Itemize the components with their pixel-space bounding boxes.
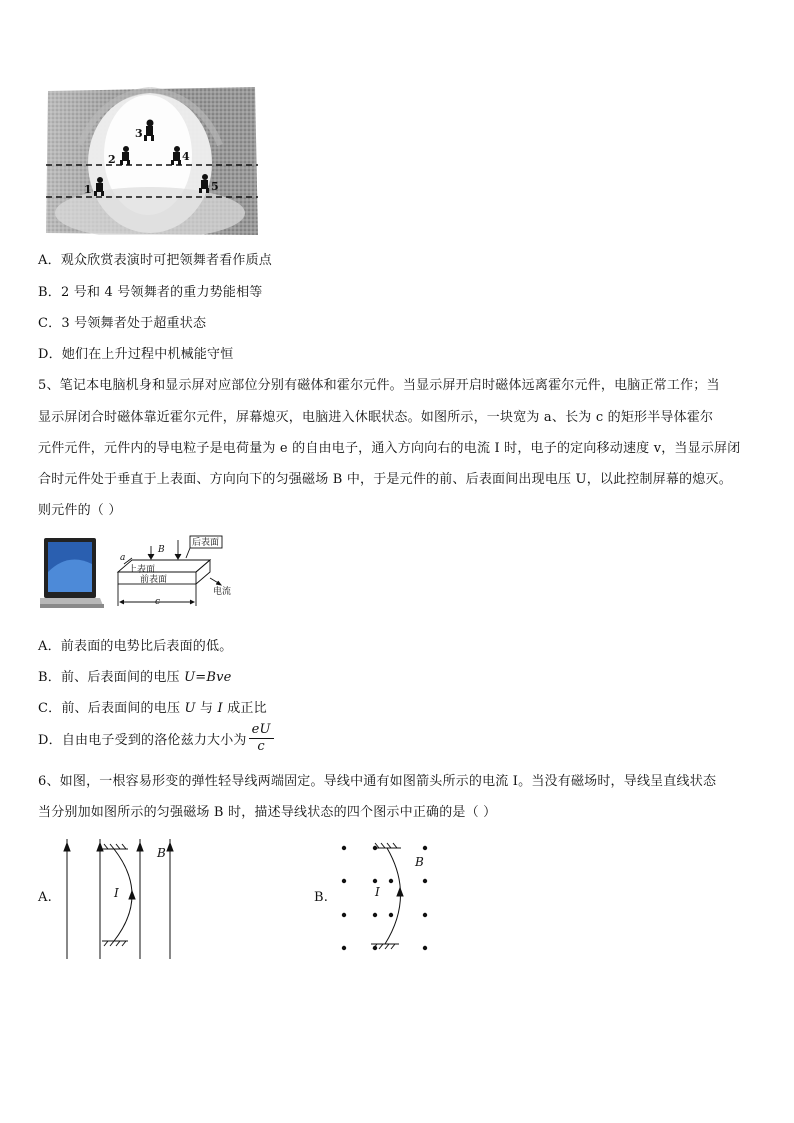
svg-text:1: 1 — [84, 183, 92, 196]
q4-option-a: A．观众欣赏表演时可把领舞者看作质点 — [38, 253, 272, 268]
q5-option-b: B．前、后表面间的电压 U=Bve — [38, 670, 232, 685]
svg-text:a: a — [120, 553, 126, 563]
svg-text:前表面: 前表面 — [140, 575, 168, 585]
q5-option-d: D．自由电子受到的洛伦兹力大小为 $\frac{eU}{c}$ — [38, 722, 274, 755]
laptop-icon — [40, 538, 104, 608]
q6-figure-b — [335, 838, 445, 958]
q4-option-d: D．她们在上升过程中机械能守恒 — [38, 347, 234, 362]
svg-text:c: c — [155, 597, 161, 607]
q5-option-a: A．前表面的电势比后表面的低。 — [38, 639, 233, 654]
svg-text:上表面: 上表面 — [128, 565, 156, 575]
q6-option-a-label: A. — [38, 890, 52, 905]
q5-stem-line-2: 显示屏闭合时磁体靠近霍尔元件，屏幕熄灭，电脑进入休眠状态。如图所示，一块宽为 a、长为 c 的矩形半导体霍尔 — [38, 410, 714, 425]
svg-text:B: B — [157, 846, 166, 860]
q4-option-b: B．2 号和 4 号领舞者的重力势能相等 — [38, 285, 263, 300]
q5-stem-line-1: 5、笔记本电脑机身和显示屏对应部位分别有磁体和霍尔元件。当显示屏开启时磁体远离霍尔元件，电脑正常工作；当 — [38, 378, 720, 393]
svg-text:B: B — [415, 855, 424, 869]
svg-text:5: 5 — [211, 180, 219, 193]
q6-option-b-label: B. — [314, 890, 329, 905]
svg-text:2: 2 — [108, 153, 116, 166]
svg-text:4: 4 — [182, 150, 190, 163]
q6-stem-line-1: 6、如图，一根容易形变的弹性轻导线两端固定。导线中通有如图箭头所示的电流 I。当没有磁场时，导线呈直线状态 — [38, 774, 717, 789]
svg-text:电流: 电流 — [213, 587, 232, 597]
svg-text:后表面: 后表面 — [192, 538, 220, 548]
svg-text:B: B — [158, 545, 165, 555]
q5-stem-line-3: 元件元件，元件内的导电粒子是电荷量为 e 的自由电子，通入方向向右的电流 I 时，电子的定向移动速度 v，当显示屏闭 — [38, 441, 741, 456]
svg-text:I: I — [375, 885, 380, 899]
q5-stem-line-4: 合时元件处于垂直于上表面、方向向下的匀强磁场 B 中，于是元件的前、后表面间出现电压 U，以此控制屏幕的熄灭。 — [38, 472, 732, 487]
q6-stem-line-2: 当分别加如图所示的匀强磁场 B 时，描述导线状态的四个图示中正确的是（ ） — [38, 805, 497, 820]
q5-option-c: C．前、后表面间的电压 U 与 I 成正比 — [38, 701, 267, 716]
fraction-eU-over-c: $\frac{eU}{c}$ — [249, 722, 274, 755]
q6-figure-a — [60, 835, 180, 963]
q5-stem-line-5: 则元件的（ ） — [38, 503, 122, 518]
svg-text:3: 3 — [135, 127, 143, 140]
hall-element-figure — [40, 532, 240, 614]
dancers-figure — [40, 85, 262, 235]
q4-option-c: C．3 号领舞者处于超重状态 — [38, 316, 207, 331]
svg-text:I: I — [114, 886, 119, 900]
